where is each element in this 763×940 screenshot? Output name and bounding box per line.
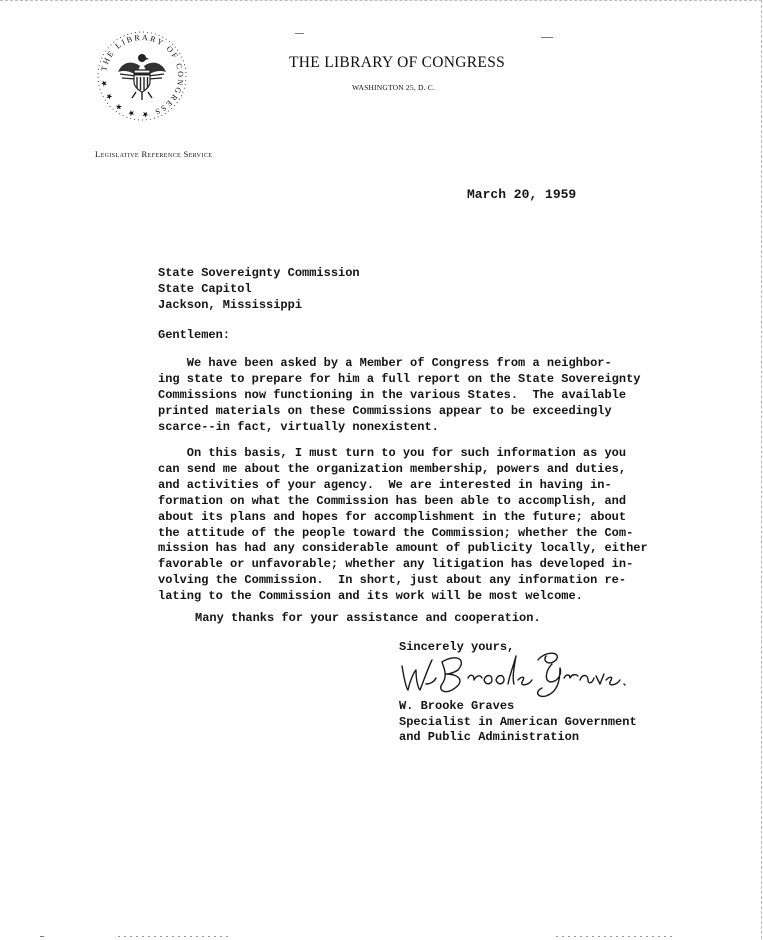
library-of-congress-seal: [96, 30, 188, 122]
closing: Sincerely yours,: [399, 640, 515, 654]
body-line: printed materials on these Commissions appear to be exceedingly: [158, 403, 612, 418]
body-paragraph-1: [158, 356, 640, 436]
body-line: lating to the Commission and its work will be most welcome.: [158, 589, 583, 604]
body-line: about its plans and hopes for accomplishment in the future; about: [158, 509, 627, 524]
recipient-address: [158, 266, 360, 314]
scan-artifact: [556, 936, 676, 937]
body-line: mission has had any considerable amount of publicity locally, either: [158, 541, 648, 556]
salutation: Gentlemen:: [158, 328, 231, 342]
body-line: can send me about the organization membership, powers and duties,: [158, 461, 627, 476]
body-line: favorable or unfavorable; whether any litigation has developed in-: [158, 557, 634, 572]
signature-block: [399, 699, 637, 746]
signer-title: Specialist in American Government: [399, 714, 637, 729]
letter-date: March 20, 1959: [467, 187, 577, 202]
letterhead-title: THE LIBRARY OF CONGRESS: [289, 54, 506, 71]
body-line: volving the Commission. In short, just about any information re-: [158, 573, 627, 588]
scan-artifact: [40, 936, 44, 937]
body-paragraph-2: [158, 446, 648, 605]
recipient-line: State Capitol: [158, 281, 252, 296]
body-paragraph-3: Many thanks for your assistance and cooperation.: [195, 611, 541, 625]
body-line: Commissions now functioning in the various States. The available: [158, 387, 627, 402]
signer-name: W. Brooke Graves: [399, 699, 515, 713]
scan-artifact: [118, 936, 228, 937]
body-line: and activities of your agency. We are interested in having in-: [158, 477, 612, 492]
scan-mark: [541, 37, 553, 38]
recipient-line: Jackson, Mississippi: [158, 297, 303, 312]
signer-title: and Public Administration: [399, 730, 580, 744]
letterhead-address: WASHINGTON 25, D. C.: [352, 83, 436, 92]
body-line: We have been asked by a Member of Congress from a neighbor-: [158, 356, 612, 370]
scan-mark: [295, 33, 304, 34]
recipient-line: State Sovereignty Commission: [158, 266, 360, 280]
body-line: ing state to prepare for him a full report on the State Sovereignty: [158, 371, 641, 386]
handwritten-signature: [396, 644, 632, 700]
body-line: On this basis, I must turn to you for such information as you: [158, 446, 627, 460]
svg-text:THE LIBRARY OF CONGRESS ★ ★ ★: THE LIBRARY OF CONGRESS ★ ★ ★ ★ ★: [98, 32, 186, 120]
body-line: formation on what the Commission has been able to accomplish, and: [158, 493, 627, 508]
department-name: Legislative Reference Service: [95, 149, 213, 159]
body-line: scarce--in fact, virtually nonexistent.: [158, 419, 439, 434]
body-line: the attitude of the people toward the Commission; whether the Com-: [158, 525, 634, 540]
